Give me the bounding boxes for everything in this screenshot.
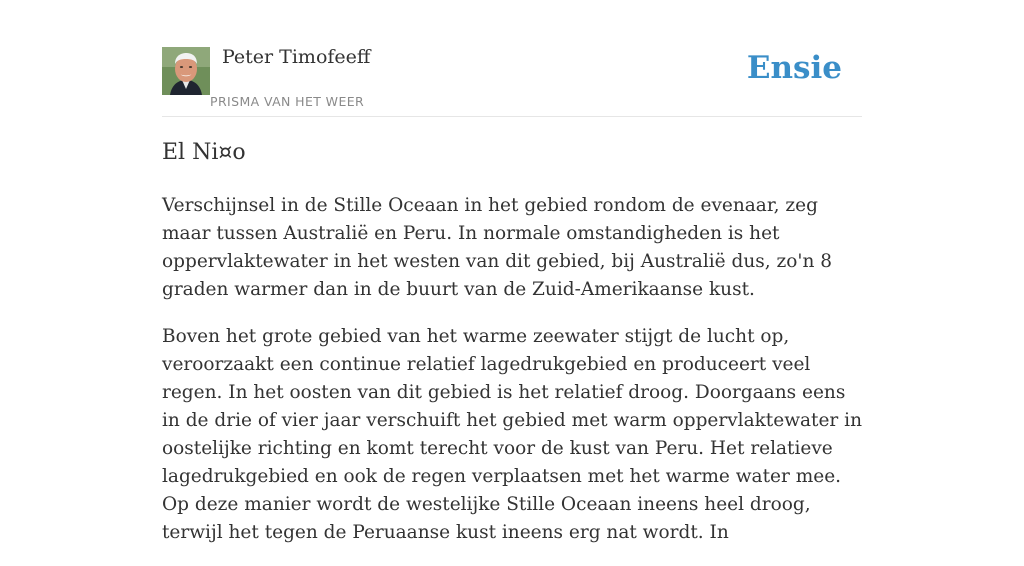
author-avatar[interactable]	[162, 47, 210, 95]
article-paragraph: Verschijnsel in de Stille Oceaan in het gebied rondom de evenaar, zeg maar tussen Australië en Peru. In normale omstandigheden is het oppervlaktewater in het westen van dit gebied, bij Australië dus, zo'n 8 graden warmer dan in de buurt van de Zuid-Amerikaanse kust.	[162, 195, 833, 300]
article-title: El Ni¤o	[162, 140, 246, 165]
article-header	[162, 44, 862, 117]
article-paragraph: Boven het grote gebied van het warme zeewater stijgt de lucht op, veroorzaakt een continue relatief lagedrukgebied en produceert veel regen. In het oosten van dit gebied is het relatief droog. Doorgaans eens in de drie of vier jaar verschuift het gebied met warm oppervlaktewater in oostelijke richting en komt terecht voor de kust van Peru. Het relatieve lagedrukgebied en ook de regen verplaatsen met het warme water mee. Op deze manier wordt de westelijke Stille Oceaan ineens heel droog, terwijl het tegen de Peruaanse kust ineens erg nat wordt. In	[162, 326, 862, 543]
ensie-logo[interactable]: Ensie	[746, 50, 842, 86]
article-content	[162, 136, 862, 566]
author-name[interactable]: Peter Timofeeff	[222, 46, 371, 68]
author-subtitle: PRISMA VAN HET WEER	[210, 94, 365, 109]
